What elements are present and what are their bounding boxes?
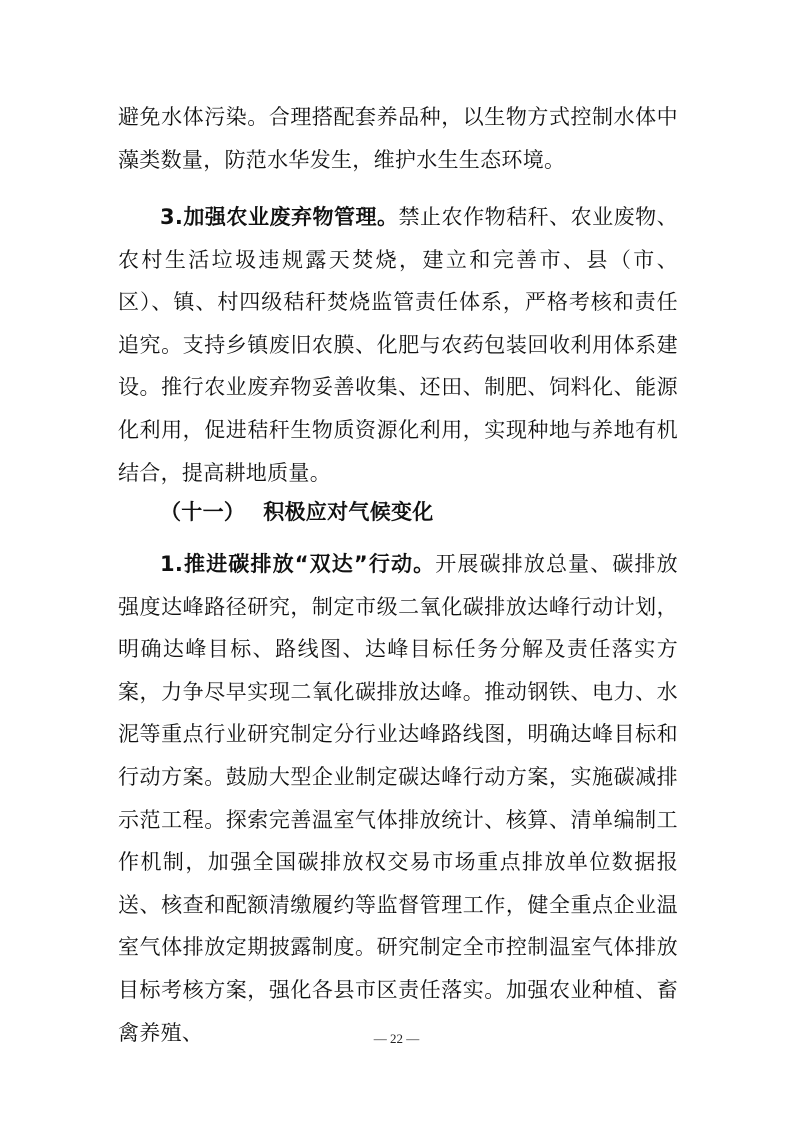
paragraph-continued: 避免水体污染。合理搭配套养品种，以生物方式控制水体中藻类数量，防范水华发生，维护水生生态环境。 [118, 105, 678, 172]
item-1-title: 1.推进碳排放“双达”行动。 [160, 552, 436, 576]
item-3-title: 3.加强农业废弃物管理。 [160, 205, 399, 229]
item-3-body: 禁止农作物秸秆、农业废物、农村生活垃圾违规露天焚烧，建立和完善市、县（市、区）、镇、村四级秸秆焚烧监管责任体系，严格考核和责任追究。支持乡镇废旧农膜、化肥与农药包装回收利用体系建设。推行农业废弃物妥善收集、还田、制肥、饲料化、能源化利用，促进秸秆生物质资源化利用，实现种地与养地有机结合，提高耕地质量。 [118, 205, 678, 485]
item-1-body: 开展碳排放总量、碳排放强度达峰路径研究，制定市级二氧化碳排放达峰行动计划，明确达峰目标、路线图、达峰目标任务分解及责任落实方案，力争尽早实现二氧化碳排放达峰。推动钢铁、电力、水泥等重点行业研究制定分行业达峰路线图，明确达峰目标和行动方案。鼓励大型企业制定碳达峰行动方案，实施碳减排示范工程。探索完善温室气体排放统计、核算、清单编制工作机制，加强全国碳排放权交易市场重点排放单位数据报送、核查和配额清缴履约等监督管理工作，健全重点企业温室气体排放定期披露制度。研究制定全市控制温室气体排放目标考核方案，强化各县市区责任落实。加强农业种植、畜禽养殖、 [118, 552, 678, 1045]
section-number: （十一） [160, 500, 246, 524]
paragraph-item-3 [118, 196, 678, 494]
section-heading [160, 491, 434, 533]
page-number: — 22 — [373, 1031, 420, 1046]
section-title: 积极应对气候变化 [263, 500, 434, 524]
paragraph-item-1 [118, 543, 678, 1054]
